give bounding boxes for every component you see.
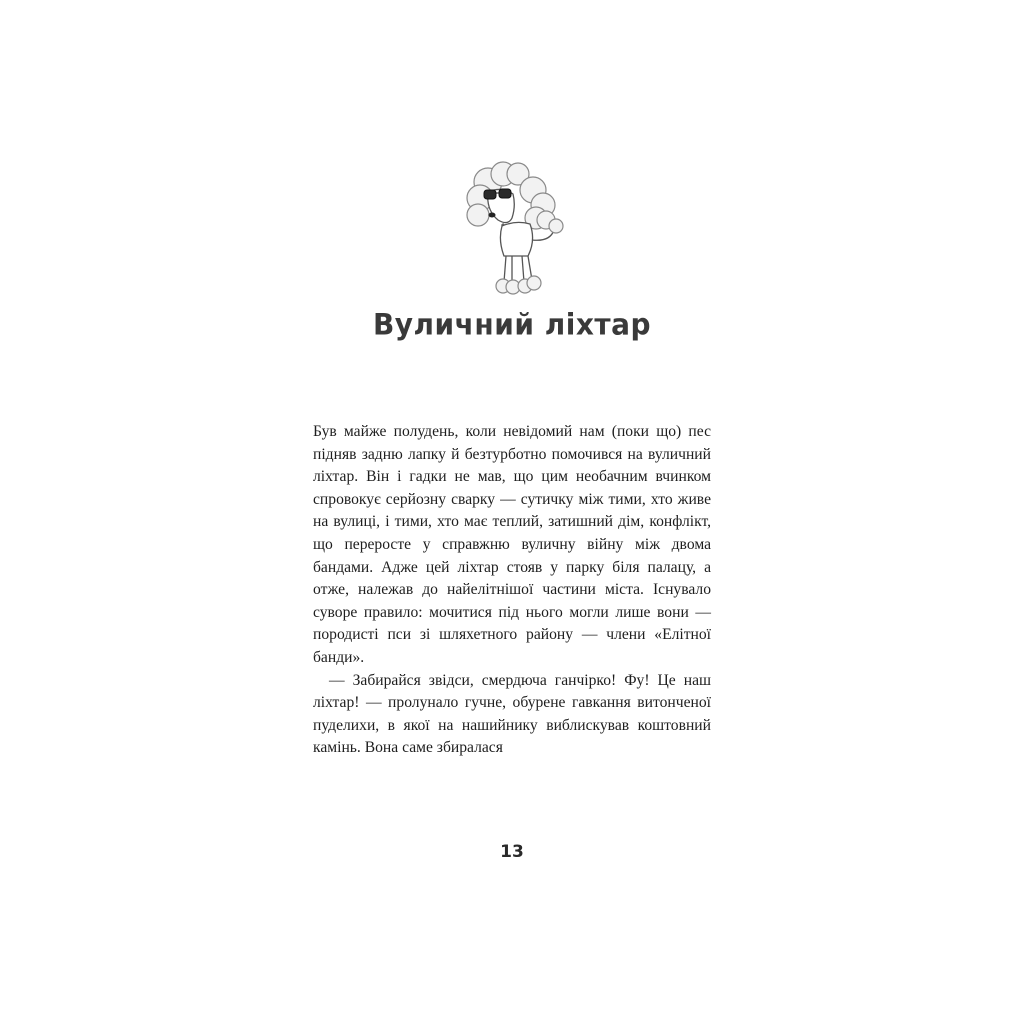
paragraph: — Забирайся звідси, смердюча ганчірко! Фу! Це наш ліхтар! — пролунало гучне, обурене гавкання витонченої пуделихи, в якої на нашийнику виблискував коштовний камінь. Вона саме збиралася xyxy=(313,671,711,757)
poodle-illustration-icon xyxy=(458,160,578,300)
page-number: 13 xyxy=(500,842,524,862)
body-text xyxy=(313,421,711,760)
chapter-title: Вуличний ліхтар xyxy=(372,307,652,342)
paragraph: Був майже полудень, коли невідомий нам (поки що) пес підняв задню лапку й безтурботно помочився на вуличний ліхтар. Він і гадки не мав, що цим необачним вчинком спровокує серйозну сварку — сутичку між тими, хто живе на вулиці, і тими, хто має теплий, затишний дім, конфлікт, що переросте у справжню вуличну війну між двома бандами. Адже цей ліхтар стояв у парку біля палацу, а отже, належав до найелітнішої частини міста. Існувало суворе правило: мочитися під нього могли лише вони — породисті пси зі шляхетного району — члени «Елітної банди». xyxy=(313,423,711,666)
